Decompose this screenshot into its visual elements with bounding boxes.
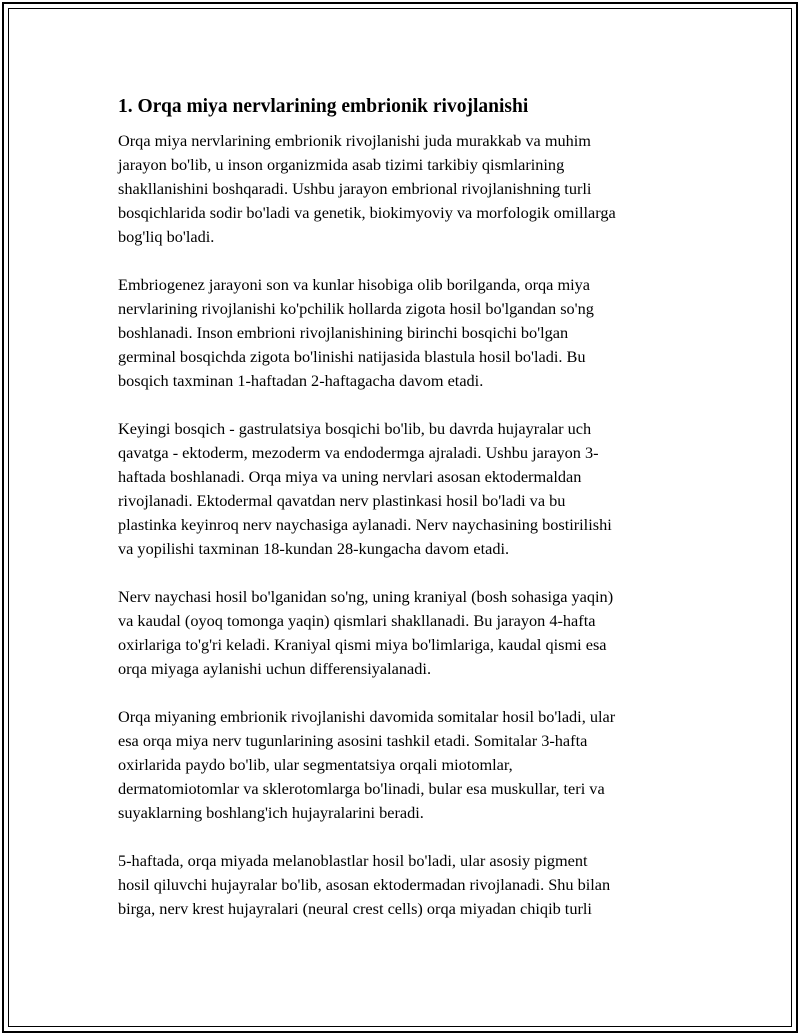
paragraph-6 — [118, 849, 688, 921]
paragraph-line: suyaklarning boshlang'ich hujayralarini beradi. — [118, 803, 424, 822]
paragraph-line: boshlanadi. Inson embrioni rivojlanishining birinchi bosqichi bo'lgan — [118, 323, 569, 342]
paragraph-line: esa orqa miya nerv tugunlarining asosini tashkil etadi. Somitalar 3-hafta — [118, 731, 588, 750]
paragraph-5 — [118, 705, 688, 825]
paragraph-line: Nerv naychasi hosil bo'lganidan so'ng, uning kraniyal (bosh sohasiga yaqin) — [118, 587, 614, 606]
paragraph-line: rivojlanadi. Ektodermal qavatdan nerv plastinkasi hosil bo'ladi va bu — [118, 491, 566, 510]
paragraph-3 — [118, 417, 688, 561]
paragraph-line: plastinka keyinroq nerv naychasiga aylanadi. Nerv naychasining bostirilishi — [118, 515, 612, 534]
paragraph-line: bosqich taxminan 1-haftadan 2-haftagacha davom etadi. — [118, 371, 484, 390]
paragraph-line: hosil qiluvchi hujayralar bo'lib, asosan ektodermadan rivojlanadi. Shu bilan — [118, 875, 611, 894]
paragraph-line: dermatomiotomlar va sklerotomlarga bo'linadi, bular esa muskullar, teri va — [118, 779, 605, 798]
paragraph-line: germinal bosqichda zigota bo'linishi natijasida blastula hosil bo'ladi. Bu — [118, 347, 586, 366]
paragraph-4 — [118, 585, 688, 681]
paragraph-line: bosqichlarida sodir bo'ladi va genetik, biokimyoviy va morfologik omillarga — [118, 203, 616, 222]
paragraph-line: qavatga - ektoderm, mezoderm va endodermga ajraladi. Ushbu jarayon 3- — [118, 443, 599, 462]
document-content — [118, 93, 688, 945]
paragraph-line: va kaudal (oyoq tomonga yaqin) qismlari shakllanadi. Bu jarayon 4-hafta — [118, 611, 596, 630]
paragraph-2 — [118, 273, 688, 393]
paragraph-line: haftada boshlanadi. Orqa miya va uning nervlari asosan ektodermaldan — [118, 467, 582, 486]
paragraph-line: birga, nerv krest hujayralari (neural crest cells) orqa miyadan chiqib turli — [118, 899, 592, 918]
paragraph-line: Orqa miyaning embrionik rivojlanishi davomida somitalar hosil bo'ladi, ular — [118, 707, 616, 726]
paragraph-line: oxirlarida paydo bo'lib, ular segmentatsiya orqali miotomlar, — [118, 755, 513, 774]
paragraph-line: orqa miyaga aylanishi uchun differensiyalanadi. — [118, 659, 432, 678]
paragraph-line: bog'liq bo'ladi. — [118, 227, 215, 246]
document-title: 1. Orqa miya nervlarining embrionik rivojlanishi — [118, 96, 529, 117]
paragraph-line: Keyingi bosqich - gastrulatsiya bosqichi bo'lib, bu davrda hujayralar uch — [118, 419, 592, 438]
paragraph-line: jarayon bo'lib, u inson organizmida asab tizimi tarkibiy qismlarining — [118, 155, 565, 174]
paragraph-line: 5-haftada, orqa miyada melanoblastlar hosil bo'ladi, ular asosiy pigment — [118, 851, 588, 870]
paragraph-1 — [118, 129, 688, 249]
paragraph-line: Embriogenez jarayoni son va kunlar hisobiga olib borilganda, orqa miya — [118, 275, 591, 294]
paragraph-line: nervlarining rivojlanishi ko'pchilik hollarda zigota hosil bo'lgandan so'ng — [118, 299, 594, 318]
paragraph-line: va yopilishi taxminan 18-kundan 28-kungacha davom etadi. — [118, 539, 510, 558]
paragraph-line: Orqa miya nervlarining embrionik rivojlanishi juda murakkab va muhim — [118, 131, 591, 150]
paragraph-line: shakllanishini boshqaradi. Ushbu jarayon embrional rivojlanishning turli — [118, 179, 592, 198]
paragraph-line: oxirlariga to'g'ri keladi. Kraniyal qismi miya bo'limlariga, kaudal qismi esa — [118, 635, 607, 654]
